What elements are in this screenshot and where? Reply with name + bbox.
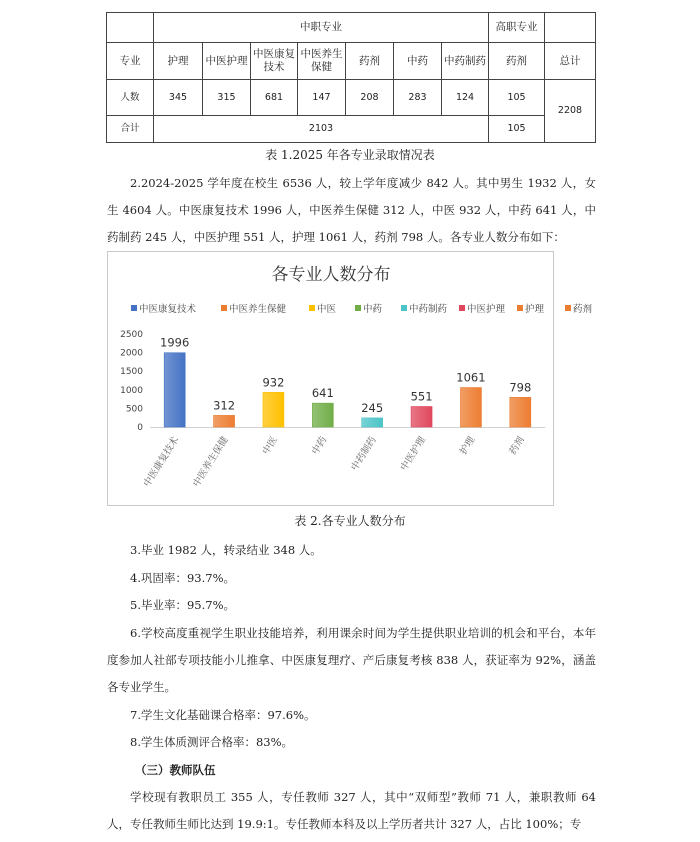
bar-data-label: 1061 <box>456 370 486 385</box>
legend-swatch <box>401 305 407 311</box>
major-header-cell: 药剂 <box>346 43 394 80</box>
legend-label: 中医康复技术 <box>139 304 197 315</box>
item-fitness-pass-rate: 8.学生体质测评合格率：83%。 <box>130 735 294 749</box>
y-tick-label: 1000 <box>120 385 143 396</box>
x-tick-label: 中医 <box>260 434 280 457</box>
table-corner-cell <box>107 13 154 43</box>
bar-药剂 <box>510 397 531 427</box>
bar-中医 <box>263 392 284 427</box>
x-tick-label: 中药 <box>309 434 330 457</box>
gaozhi-header: 高职专业 <box>489 13 545 43</box>
bar-data-label: 932 <box>262 375 285 390</box>
bar-中医养生保健 <box>214 415 235 427</box>
gaozhi-major-cell: 药剂 <box>489 43 545 80</box>
bar-中药制药 <box>362 418 383 427</box>
item-retention-rate: 4.巩固率：93.7%。 <box>130 571 236 585</box>
legend-label: 护理 <box>525 304 545 315</box>
y-tick-label: 500 <box>125 404 143 415</box>
bar-data-label: 312 <box>213 398 236 413</box>
bar-护理 <box>460 388 481 427</box>
section-teachers-heading: （三）教师队伍 <box>135 763 216 777</box>
x-tick-label: 中医养生保健 <box>191 434 231 489</box>
x-tick-label: 中药制药 <box>349 434 379 473</box>
major-header-cell: 护理 <box>154 43 203 80</box>
legend-label: 中药 <box>363 304 383 315</box>
bar-data-label: 245 <box>361 400 384 415</box>
bar-data-label: 798 <box>509 380 532 395</box>
major-header-cell: 中医护理 <box>203 43 251 80</box>
legend-swatch <box>309 305 315 311</box>
y-tick-label: 1500 <box>120 367 143 378</box>
bar-中医护理 <box>411 407 432 427</box>
legend-label: 中医养生保健 <box>229 304 287 315</box>
bar-data-label: 551 <box>410 389 433 404</box>
people-value-cell: 283 <box>394 80 442 116</box>
people-value-cell: 208 <box>346 80 394 116</box>
chart-x-axis <box>141 434 527 489</box>
item-graduation-rate: 5.毕业率：95.7%。 <box>130 598 236 612</box>
bar-data-label: 1996 <box>160 335 190 350</box>
paragraph-skills <box>107 620 596 701</box>
major-header-cell: 中医康复技术 <box>251 43 298 80</box>
bar-中药 <box>312 403 333 427</box>
legend-swatch <box>459 305 465 311</box>
legend-label: 中医 <box>317 304 337 315</box>
paragraph-teachers <box>107 784 596 838</box>
legend-swatch <box>355 305 361 311</box>
legend-swatch <box>131 305 137 311</box>
major-header-cell: 中医养生保健 <box>298 43 346 80</box>
legend-swatch <box>221 305 227 311</box>
x-tick-label: 中医康复技术 <box>141 434 182 489</box>
chart-bars <box>160 336 531 427</box>
y-tick-label: 0 <box>137 423 143 433</box>
paragraph-teachers-text: 学校现有教职员工 355 人，专任教师 327 人，其中“双师型”教师 71 人，兼职教师 64 人，专任教师生师比达到 19.9:1。专任教师本科及以上学历者共计 327 人，占比 100%；专 <box>107 790 596 831</box>
major-header-cell: 中药制药 <box>442 43 489 80</box>
grand-total-cell: 2208 <box>545 80 596 143</box>
item-graduation: 3.毕业 1982 人，转录结业 348 人。 <box>130 543 322 557</box>
legend-label: 中药制药 <box>409 304 448 315</box>
chart-canvas <box>108 252 593 507</box>
y-tick-label: 2500 <box>120 330 143 340</box>
enrollment-table <box>106 12 596 143</box>
bar-data-label: 641 <box>311 386 334 401</box>
people-value-cell: 315 <box>203 80 251 116</box>
paragraph-enrollment <box>107 170 596 251</box>
subtotal-row-label: 合计 <box>107 116 154 143</box>
people-value-cell: 681 <box>251 80 298 116</box>
chart-legend <box>131 303 592 315</box>
legend-label: 药剂 <box>573 304 593 315</box>
legend-swatch <box>565 305 571 311</box>
y-tick-label: 2000 <box>120 348 143 359</box>
x-tick-label: 中医护理 <box>398 434 429 473</box>
legend-swatch <box>517 305 523 311</box>
legend-label: 中医护理 <box>467 304 506 315</box>
chart-title: 各专业人数分布 <box>271 265 391 285</box>
bar-中医康复技术 <box>164 353 185 427</box>
table2-caption: 表 2.各专业人数分布 <box>294 514 406 528</box>
paragraph-skills-text: 6.学校高度重视学生职业技能培养，利用课余时间为学生提供职业培训的机会和平台，本年度参加人社部专项技能小儿推拿、中医康复理疗、产后康复考核 838 人，获证率为 92%，涵盖各专业学生。 <box>107 626 596 694</box>
zhongzhi-subtotal-cell: 2103 <box>154 116 489 143</box>
paragraph-enrollment-text: 2.2024-2025 学年度在校生 6536 人，较上学年度减少 842 人。其中男生 1932 人，女生 4604 人。中医康复技术 1996 人，中医养生保健 312 人，中医 932 人，中药 641 人，中药制药 245 人，中医护理 551 人，护理 1061 人，药剂 798 人。各专业人数分布如下： <box>107 176 596 244</box>
people-value-cell: 124 <box>442 80 489 116</box>
gaozhi-value-cell: 105 <box>489 80 545 116</box>
major-distribution-chart <box>107 251 593 506</box>
total-label-cell: 总计 <box>545 43 596 80</box>
major-header-cell: 中药 <box>394 43 442 80</box>
table1-caption: 表 1.2025 年各专业录取情况表 <box>265 148 435 162</box>
gaozhi-subtotal-cell: 105 <box>489 116 545 143</box>
x-tick-label: 护理 <box>458 434 478 457</box>
total-header-blank <box>545 13 596 43</box>
major-row-label: 专业 <box>107 43 154 80</box>
zhongzhi-header: 中职专业 <box>154 13 489 43</box>
item-culture-pass-rate: 7.学生文化基础课合格率：97.6%。 <box>130 708 316 722</box>
people-row-label: 人数 <box>107 80 154 116</box>
people-value-cell: 345 <box>154 80 203 116</box>
x-tick-label: 药剂 <box>507 434 527 457</box>
people-value-cell: 147 <box>298 80 346 116</box>
